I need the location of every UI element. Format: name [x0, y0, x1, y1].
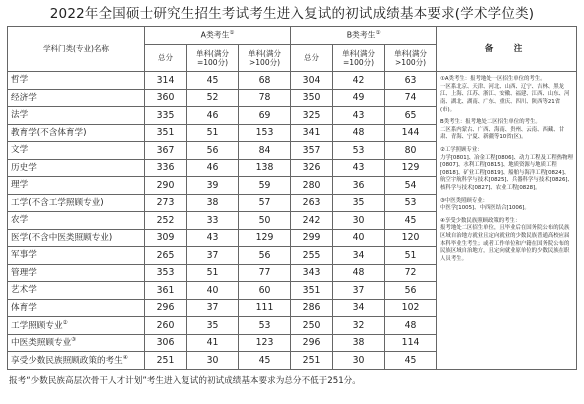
a-single-100: 30 [187, 352, 239, 370]
b-total: 325 [291, 107, 333, 125]
subject-name: 哲学 [8, 72, 145, 90]
a-single-over: 129 [239, 229, 291, 247]
a-total: 335 [145, 107, 187, 125]
b-total: 350 [291, 89, 333, 107]
subject-name: 法学 [8, 107, 145, 125]
subject-name: 中医类照顾专业③ [8, 334, 145, 352]
a-total: 309 [145, 229, 187, 247]
a-single-100: 40 [187, 282, 239, 300]
remarks-header: 备 注 [437, 27, 577, 72]
subject-name: 享受少数民族照顾政策的考生④ [8, 352, 145, 370]
b-single-over-header: 单科(满分>100分) [385, 44, 437, 72]
a-total-header: 总分 [145, 44, 187, 72]
subject-name: 工学照顾专业② [8, 317, 145, 335]
b-total-header: 总分 [291, 44, 333, 72]
a-single-100: 56 [187, 142, 239, 160]
b-single-over: 114 [385, 334, 437, 352]
a-total: 290 [145, 177, 187, 195]
note-4: ④享受少数民族照顾政策的考生： 报考地处二区招生单位，且毕业后在国务院公布的民族区域自治地方就业且定向就业的少数民族普通高校应届本科毕业生考生；或者工作单位和户籍在国务院公布的民族区域自治地方，且定向就业原单位的少数民族在职人员考生。 [440, 217, 570, 262]
b-total: 255 [291, 247, 333, 265]
b-single-over: 53 [385, 194, 437, 212]
a-single-100: 39 [187, 177, 239, 195]
b-single-100: 42 [333, 72, 385, 90]
b-single-over: 45 [385, 212, 437, 230]
a-total: 360 [145, 89, 187, 107]
b-single-100: 40 [333, 229, 385, 247]
b-single-over: 80 [385, 142, 437, 160]
group-a-header: A类考生① [145, 27, 291, 45]
a-total: 336 [145, 159, 187, 177]
note-1b: B类考生：报考地处二区招生单位的考生。 二区系内蒙古、广西、海南、贵州、云南、西藏、甘肃、青海、宁夏、新疆等10省(区)。 [440, 119, 565, 141]
b-single-100: 30 [333, 212, 385, 230]
b-single-over: 63 [385, 72, 437, 90]
subject-name: 经济学 [8, 89, 145, 107]
subject-name: 工学(不含工学照顾专业) [8, 194, 145, 212]
b-total: 263 [291, 194, 333, 212]
a-total: 361 [145, 282, 187, 300]
a-single-100: 33 [187, 212, 239, 230]
b-single-100: 36 [333, 177, 385, 195]
subject-name: 历史学 [8, 159, 145, 177]
b-single-over: 45 [385, 352, 437, 370]
b-total: 304 [291, 72, 333, 90]
table-row [8, 72, 577, 90]
a-single-100: 52 [187, 89, 239, 107]
b-total: 326 [291, 159, 333, 177]
subject-name: 文学 [8, 142, 145, 160]
b-single-over: 74 [385, 89, 437, 107]
a-total: 252 [145, 212, 187, 230]
page-title: 2022年全国硕士研究生招生考试考生进入复试的初试成绩基本要求(学术学位类) [49, 6, 535, 22]
a-single-100-header: 单科(满分=100分) [187, 44, 239, 72]
b-single-100: 38 [333, 334, 385, 352]
a-total: 351 [145, 124, 187, 142]
a-single-100: 37 [187, 299, 239, 317]
note-1: ①A类考生：报考地处一区招生单位的考生。 一区系北京、天津、河北、山西、辽宁、吉林、黑龙江、上海、江苏、浙江、安徽、福建、江西、山东、河南、湖北、湖南、广东、重庆、四川、陕西等21省(市)。 [440, 76, 570, 113]
subject-name: 医学(不含中医类照顾专业) [8, 229, 145, 247]
a-total: 273 [145, 194, 187, 212]
a-single-over: 53 [239, 317, 291, 335]
a-total: 296 [145, 299, 187, 317]
a-single-over: 111 [239, 299, 291, 317]
subject-column-header: 学科门类(专业)名称 [8, 27, 145, 72]
a-total: 260 [145, 317, 187, 335]
b-total: 280 [291, 177, 333, 195]
a-single-over: 78 [239, 89, 291, 107]
group-b-header: B类考生① [291, 27, 437, 45]
b-single-100: 32 [333, 317, 385, 335]
subject-name: 管理学 [8, 264, 145, 282]
b-single-100: 35 [333, 194, 385, 212]
b-single-over: 48 [385, 317, 437, 335]
b-single-100: 34 [333, 299, 385, 317]
a-single-100: 46 [187, 159, 239, 177]
b-single-over: 65 [385, 107, 437, 125]
b-total: 357 [291, 142, 333, 160]
a-single-over: 57 [239, 194, 291, 212]
a-single-over: 123 [239, 334, 291, 352]
b-total: 251 [291, 352, 333, 370]
subject-name: 艺术学 [8, 282, 145, 300]
b-single-100-header: 单科(满分=100分) [333, 44, 385, 72]
b-single-over: 129 [385, 159, 437, 177]
a-single-100: 37 [187, 247, 239, 265]
a-single-over-header: 单科(满分>100分) [239, 44, 291, 72]
a-single-over: 50 [239, 212, 291, 230]
a-total: 353 [145, 264, 187, 282]
subject-name: 农学 [8, 212, 145, 230]
score-table [7, 26, 577, 370]
b-total: 296 [291, 334, 333, 352]
b-single-over: 120 [385, 229, 437, 247]
a-total: 251 [145, 352, 187, 370]
a-single-100: 35 [187, 317, 239, 335]
a-single-over: 56 [239, 247, 291, 265]
a-single-100: 51 [187, 124, 239, 142]
a-single-100: 43 [187, 229, 239, 247]
a-single-over: 84 [239, 142, 291, 160]
a-single-100: 51 [187, 264, 239, 282]
a-single-100: 41 [187, 334, 239, 352]
a-single-100: 38 [187, 194, 239, 212]
subject-name: 理学 [8, 177, 145, 195]
b-single-over: 54 [385, 177, 437, 195]
a-single-over: 153 [239, 124, 291, 142]
subject-name: 军事学 [8, 247, 145, 265]
b-single-over: 72 [385, 264, 437, 282]
subject-name: 体育学 [8, 299, 145, 317]
b-single-100: 53 [333, 142, 385, 160]
note-3: ③中医类照顾专业： 中医学[1005]、中西医结合[1006]。 [440, 197, 530, 212]
b-single-100: 30 [333, 352, 385, 370]
b-total: 250 [291, 317, 333, 335]
a-single-over: 138 [239, 159, 291, 177]
b-single-over: 56 [385, 282, 437, 300]
subject-name: 教育学(不含体育学) [8, 124, 145, 142]
footnote: 报考“少数民族高层次骨干人才计划”考生进入复试的初试成绩基本要求为总分不低于251分。 [9, 376, 361, 386]
b-single-100: 34 [333, 247, 385, 265]
a-single-over: 69 [239, 107, 291, 125]
b-total: 242 [291, 212, 333, 230]
a-single-over: 59 [239, 177, 291, 195]
remarks-cell [437, 72, 577, 370]
b-total: 341 [291, 124, 333, 142]
b-total: 299 [291, 229, 333, 247]
b-single-100: 48 [333, 264, 385, 282]
b-total: 286 [291, 299, 333, 317]
b-total: 351 [291, 282, 333, 300]
b-single-100: 43 [333, 159, 385, 177]
a-total: 265 [145, 247, 187, 265]
a-total: 367 [145, 142, 187, 160]
b-single-100: 37 [333, 282, 385, 300]
note-2: ②工学照顾专业： 力学[0801]、冶金工程[0806]、动力工程及工程热物理[0807]、水利工程[0815]、地质资源与地质工程[0818]、矿业工程[0819]、船舶与海洋工程[0824]、航空宇航科学与技术[0825]、兵器科学与技术[0826]、核科学与技术[0827]、农业工程[0828]。 [440, 147, 573, 192]
a-single-over: 68 [239, 72, 291, 90]
a-single-over: 45 [239, 352, 291, 370]
a-total: 314 [145, 72, 187, 90]
a-single-100: 46 [187, 107, 239, 125]
b-single-over: 144 [385, 124, 437, 142]
a-single-over: 77 [239, 264, 291, 282]
a-total: 306 [145, 334, 187, 352]
b-single-100: 48 [333, 124, 385, 142]
b-single-100: 43 [333, 107, 385, 125]
b-single-over: 51 [385, 247, 437, 265]
b-total: 343 [291, 264, 333, 282]
b-single-100: 49 [333, 89, 385, 107]
b-single-over: 102 [385, 299, 437, 317]
a-single-over: 60 [239, 282, 291, 300]
a-single-100: 45 [187, 72, 239, 90]
